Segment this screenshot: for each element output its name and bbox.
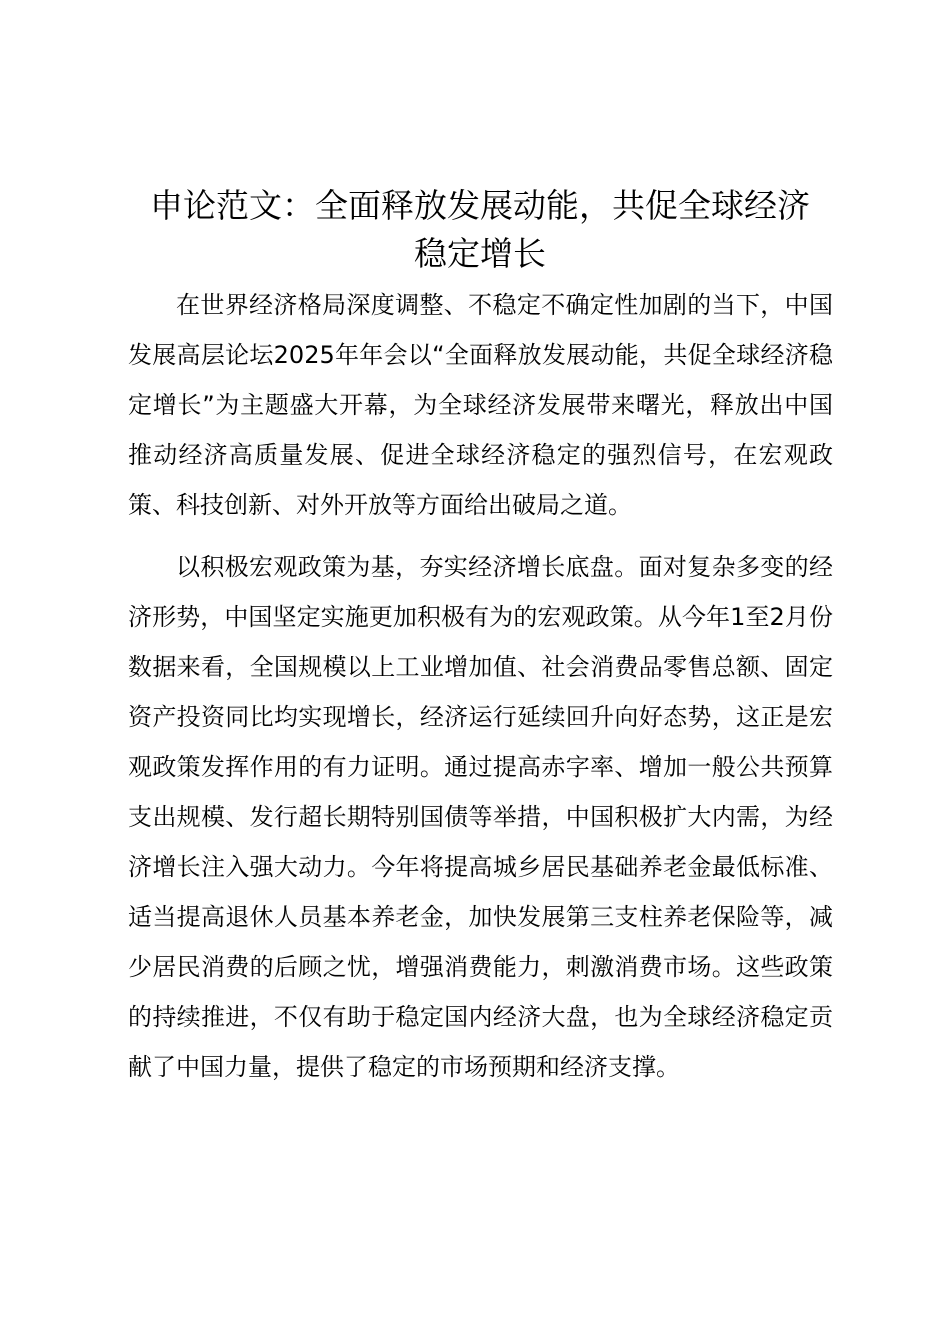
document-title (115, 182, 845, 278)
title-line-1: 申论范文：全面释放发展动能，共促全球经济 (150, 186, 810, 225)
document-body (128, 280, 833, 1104)
title-line-2: 稳定增长 (414, 234, 546, 273)
paragraph-2: 以积极宏观政策为基，夯实经济增长底盘。面对复杂多变的经济形势，中国坚定实施更加积极有为的宏观政策。从今年1至2月份数据来看，全国规模以上工业增加值、社会消费品零售总额、固定资产投资同比均实现增长，经济运行延续回升向好态势，这正是宏观政策发挥作用的有力证明。通过提高赤字率、增加一般公共预算支出规模、发行超长期特别国债等举措，中国积极扩大内需，为经济增长注入强大动力。今年将提高城乡居民基础养老金最低标准、适当提高退休人员基本养老金，加快发展第三支柱养老保险等，减少居民消费的后顾之忧，增强消费能力，刺激消费市场。这些政策的持续推进，不仅有助于稳定国内经济大盘，也为全球经济稳定贡献了中国力量，提供了稳定的市场预期和经济支撑。 (128, 553, 833, 1081)
paragraph-1: 在世界经济格局深度调整、不稳定不确定性加剧的当下，中国发展高层论坛2025年年会以“全面释放发展动能，共促全球经济稳定增长”为主题盛大开幕，为全球经济发展带来曙光，释放出中国推动经济高质量发展、促进全球经济稳定的强烈信号，在宏观政策、科技创新、对外开放等方面给出破局之道。 (128, 291, 833, 519)
